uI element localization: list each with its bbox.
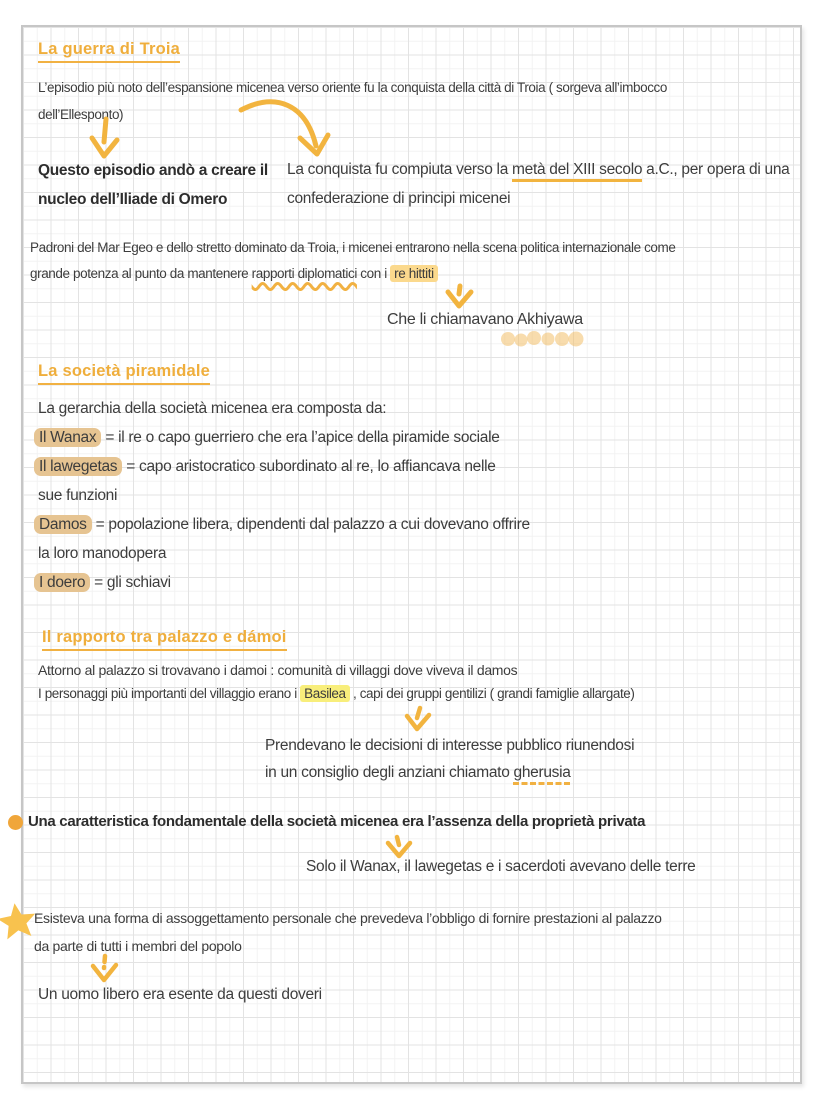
gherusia-pre: in un consiglio degli anziani chiamato — [265, 764, 514, 781]
dashed-down-arrow-icon — [88, 954, 120, 986]
intro-line-1: L’episodio più noto dell’espansione micenea verso oriente fu la conquista della città di Troia ( sorgeva all’imbocco — [38, 80, 667, 95]
intro-line-2: dell’Ellesponto) — [38, 107, 124, 122]
conquista-post: a.C., per opera di una — [642, 161, 790, 178]
section-title-societa-piramidale: La società piramidale — [38, 362, 210, 385]
re-hittiti-highlight: re hittiti — [390, 265, 438, 282]
star-icon — [0, 902, 36, 940]
conquista-pre: La conquista fu compiuta verso la — [287, 161, 513, 178]
padroni-line-2 — [30, 266, 438, 282]
lawegetas-cont-line: sue funzioni — [38, 487, 118, 504]
padroni-line-1: Padroni del Mar Egeo e dello stretto dominato da Troia, i micenei entrarono nella scena politica internazionale come — [30, 240, 676, 255]
damoi-line-1: Attorno al palazzo si trovavano i damoi : comunità di villaggi dove viveva il damos — [38, 662, 518, 678]
iliade-note-line-2: nucleo dell’Iliade di Omero — [38, 191, 228, 208]
doero-line — [38, 574, 171, 593]
gherusia-dashed-underline: gherusia — [513, 764, 571, 781]
damos-highlight: Damos — [34, 515, 92, 534]
basilea-highlight: Basilea — [300, 685, 349, 702]
down-arrow-icon — [84, 116, 126, 162]
curved-arrow-icon — [238, 98, 334, 160]
assoggettamento-line-1: Esisteva una forma di assoggettamento personale che prevedeva l’obbligo di fornire prestazioni al palazzo — [34, 910, 662, 926]
gherusia-line-1: Prendevano le decisioni di interesse pubblico riunendosi — [265, 737, 635, 754]
esente-line: Un uomo libero era esente da questi doveri — [38, 986, 322, 1003]
conquista-line-2: confederazione di principi micenei — [287, 190, 511, 207]
gherusia-line-2 — [265, 764, 571, 783]
wanax-line — [38, 429, 500, 448]
damoi-line2-post: , capi dei gruppi gentilizi ( grandi famiglie allargate) — [349, 686, 635, 701]
padroni-wavy-underline: rapporti diplomatici — [251, 266, 357, 281]
damoi-line2-pre: I personaggi più importanti del villaggio erano i — [38, 686, 301, 701]
doero-highlight: I doero — [34, 573, 90, 592]
conquista-line-1 — [287, 161, 790, 180]
padroni-pre: grande potenza al punto da mantenere — [30, 266, 252, 281]
damos-line — [38, 516, 530, 535]
damoi-line-2 — [38, 686, 635, 702]
small-down-arrow-icon — [403, 706, 433, 734]
lawegetas-line — [38, 458, 496, 477]
iliade-note-line-1: Questo episodio andò a creare il — [38, 162, 268, 179]
dots-underline-icon — [500, 330, 590, 348]
padroni-mid: con i — [356, 266, 391, 281]
proprieta-statement: Una caratteristica fondamentale della società micenea era l’assenza della proprietà privata — [28, 813, 646, 830]
wanax-rest: = il re o capo guerriero che era l’apice della piramide sociale — [101, 429, 500, 446]
wanax-highlight: Il Wanax — [34, 428, 101, 447]
damos-cont-line: la loro manodopera — [38, 545, 167, 562]
conquista-underlined: metà del XIII secolo — [512, 161, 642, 182]
small-down-arrow-icon — [443, 284, 477, 312]
section-title-rapporto-palazzo-damoi: Il rapporto tra palazzo e dámoi — [42, 628, 287, 651]
akhiyawa-line: Che li chiamavano Akhiyawa — [387, 311, 583, 328]
damos-rest: = popolazione libera, dipendenti dal palazzo a cui dovevano offrire — [91, 516, 530, 533]
doero-rest: = gli schiavi — [90, 574, 171, 591]
terre-line: Solo il Wanax, il lawegetas e i sacerdoti avevano delle terre — [306, 858, 696, 875]
bullet-dot-icon — [8, 815, 23, 830]
section-title-guerra-di-troia: La guerra di Troia — [38, 40, 180, 63]
lawegetas-rest: = capo aristocratico subordinato al re, lo affiancava nelle — [122, 458, 496, 475]
piramide-intro: La gerarchia della società micenea era composta da: — [38, 400, 387, 417]
lawegetas-highlight: Il lawegetas — [34, 457, 122, 476]
assoggettamento-line-2: da parte di tutti i membri del popolo — [34, 938, 242, 954]
